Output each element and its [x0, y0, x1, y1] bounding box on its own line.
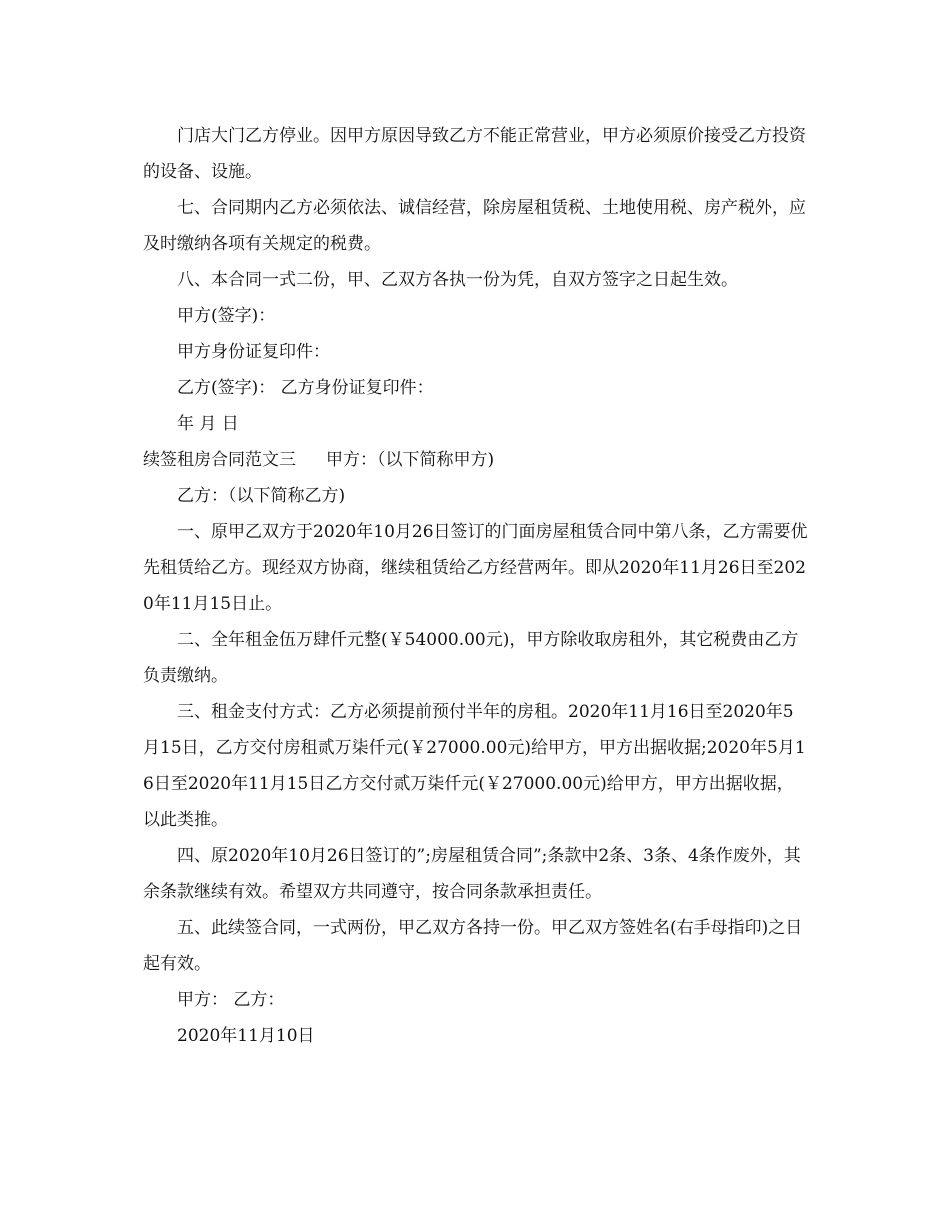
paragraph-continuation: 门店大门乙方停业。因甲方原因导致乙方不能正常营业，甲方必须原价接受乙方投资的设备、设施。 — [143, 126, 806, 182]
final-signature-line: 甲方： 乙方： — [177, 990, 285, 1010]
clause-three: 三、租金支付方式：乙方必须提前预付半年的房租。2020年11月16日至2020年5月15日，乙方交付房租贰万柒仟元(￥27000.00元)给甲方，甲方出据收据;2020年5月16日至2020年11月15日乙方交付贰万柒仟元(￥27000.00元)给甲方，甲方出据收据，以此类推。 — [143, 702, 806, 830]
clause-two: 二、全年租金伍万肆仟元整(￥54000.00元)，甲方除收取房租外，其它税费由乙方负责缴纳。 — [143, 630, 799, 686]
clause-eight: 八、本合同一式二份，甲、乙双方各执一份为凭，自双方签字之日起生效。 — [177, 270, 738, 290]
clause-one: 一、原甲乙双方于2020年10月26日签订的门面房屋租赁合同中第八条，乙方需要优先租赁给乙方。现经双方协商，继续租赁给乙方经营两年。即从2020年11月26日至2020年11月15日止。 — [143, 522, 808, 614]
clause-five: 五、此续签合同，一式两份，甲乙双方各持一份。甲乙双方签姓名(右手母指印)之日起有效。 — [143, 918, 803, 974]
party-b-definition: 乙方：（以下简称乙方) — [177, 486, 346, 506]
clause-seven: 七、合同期内乙方必须依法、诚信经营，除房屋租赁税、土地使用税、房产税外，应及时缴纳各项有关规定的税费。 — [143, 198, 806, 254]
final-date: 2020年11月10日 — [177, 1026, 315, 1046]
section-title-line — [143, 442, 808, 478]
party-b-signature-line: 乙方(签字)： 乙方身份证复印件： — [177, 378, 434, 398]
section-title: 续签租房合同范文三 — [143, 450, 296, 470]
party-a-definition: 甲方：（以下简称甲方) — [326, 450, 495, 470]
signature-date-line: 年 月 日 — [177, 414, 239, 434]
party-a-id-copy-label: 甲方身份证复印件： — [177, 342, 330, 362]
clause-four: 四、原2020年10月26日签订的”;房屋租赁合同”;条款中2条、3条、4条作废外，其余条款继续有效。希望双方共同遵守，按合同条款承担责任。 — [143, 846, 801, 902]
party-a-signature-label: 甲方(签字)： — [177, 306, 276, 326]
document-body — [143, 118, 808, 1054]
